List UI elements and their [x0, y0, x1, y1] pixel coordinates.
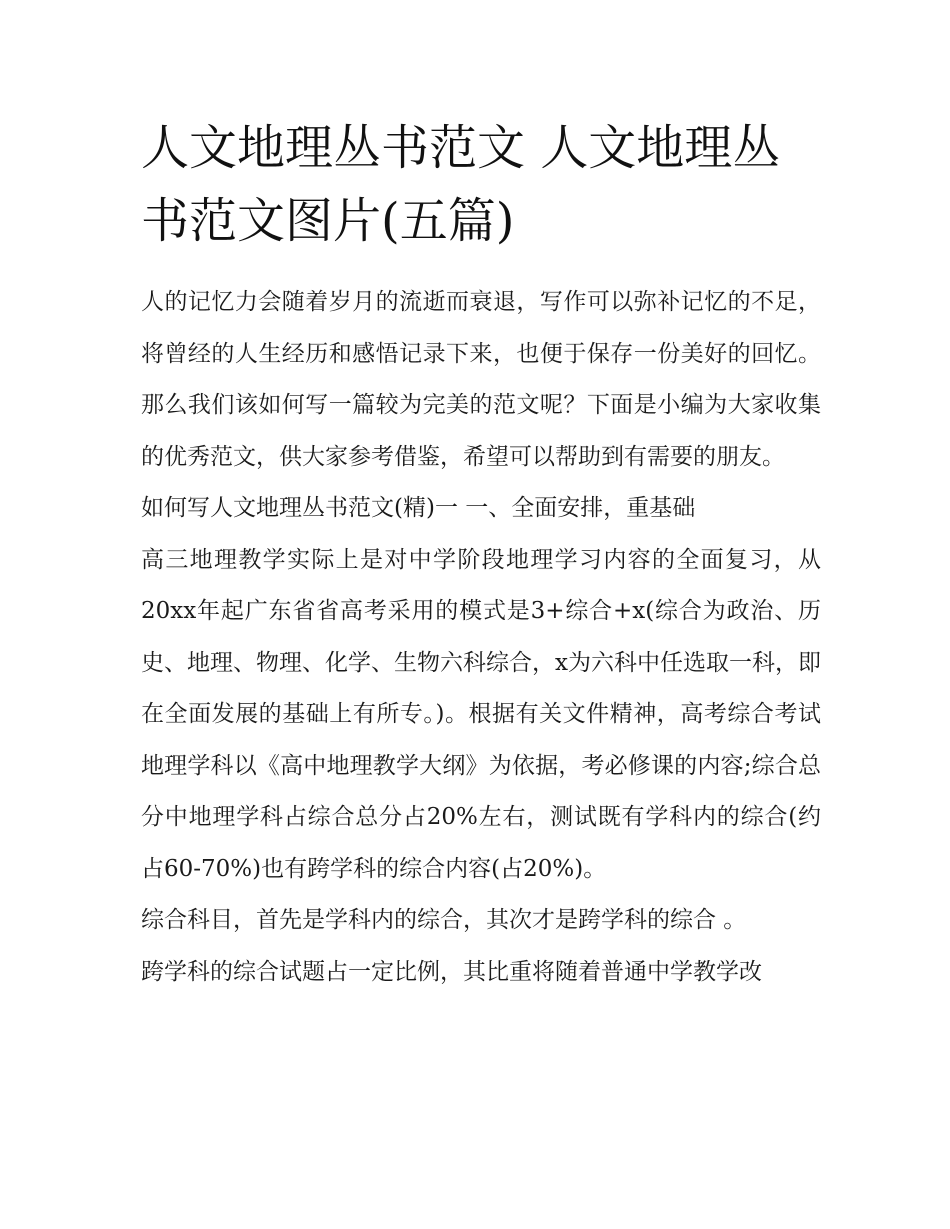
section-heading-paragraph: 如何写人文地理丛书范文(精)一 一、全面安排，重基础 — [141, 495, 696, 521]
intro-paragraph: 人的记忆力会随着岁月的流逝而衰退，写作可以弥补记忆的不足，将曾经的人生经历和感悟记录下来，也便于保存一份美好的回忆。那么我们该如何写一篇较为完美的范文呢？下面是小编为大家收集的优秀范文，供大家参考借鉴，希望可以帮助到有需要的朋友。 — [141, 289, 821, 470]
body-paragraph: 跨学科的综合试题占一定比例，其比重将随着普通中学教学改 — [141, 958, 762, 985]
document-title: 人文地理丛书范文 人文地理丛书范文图片(五篇) — [141, 120, 781, 249]
document-body — [141, 277, 821, 998]
body-paragraph: 综合科目，首先是学科内的综合，其次才是跨学科的综合 。 — [141, 907, 747, 933]
body-paragraph: 高三地理教学实际上是对中学阶段地理学习内容的全面复习，从20xx年起广东省省高考采用的模式是3+综合+x(综合为政治、历史、地理、物理、化学、生物六科综合，x为六科中任选取一科，即在全面发展的基础上有所专。)。根据有关文件精神，高考综合考试地理学科以《高中地理教学大纲》为依据，考必修课的内容;综合总分中地理学科占综合总分占20%左右，测试既有学科内的综合(约占60-70%)也有跨学科的综合内容(占20%)。 — [141, 546, 821, 882]
